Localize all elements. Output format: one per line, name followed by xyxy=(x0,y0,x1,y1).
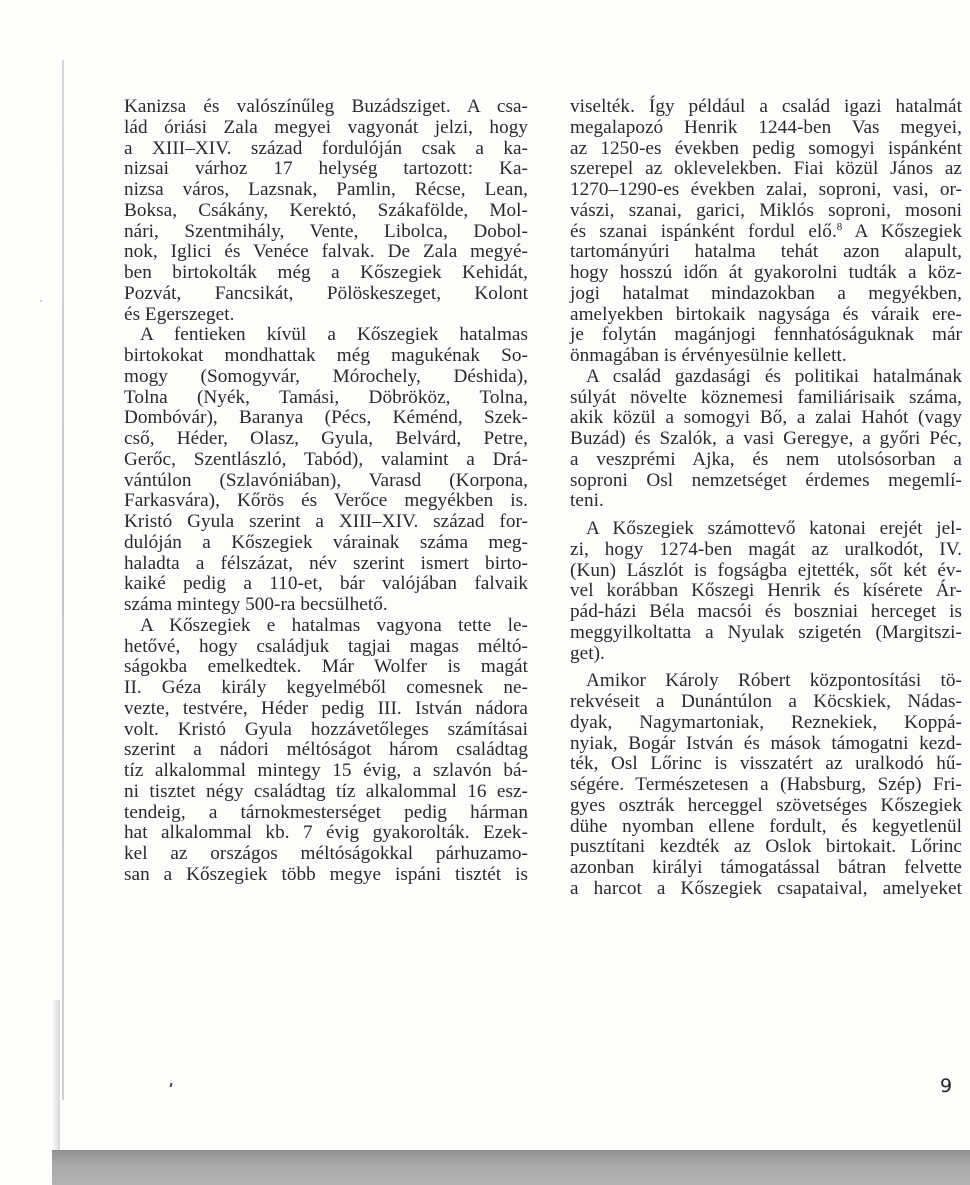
text-fragment: és szanai ispánként fordul elő. xyxy=(570,220,837,242)
text-line: hat alkalommal kb. 7 évig gyakorolták. Ezek- xyxy=(124,822,528,844)
text-line: önmagában is érvényesülnie kellett. xyxy=(570,345,847,366)
text-line: a veszprémi Ajka, és nem utolsósorban a xyxy=(570,448,962,470)
text-line: tendeig, a tárnokmesterséget pedig hárman xyxy=(124,801,528,823)
text-line: vászi, szanai, garici, Miklós soproni, mosoni xyxy=(570,199,962,221)
text-line: akik közül a somogyi Bő, a zalai Hahót (vagy xyxy=(570,407,962,429)
text-line: pád-házi Béla macsói és boszniai herceget is xyxy=(570,601,962,622)
text-line: vel korábban Kőszegi Henrik és kísérete Ár- xyxy=(570,580,962,602)
text-line: Kristó Gyula szerint a XIII–XIV. század for- xyxy=(124,511,528,532)
text-line: ni tisztet négy családtag tíz alkalommal 16 esz- xyxy=(124,780,528,802)
text-line: nári, Szentmihály, Vente, Libolca, Dobol- xyxy=(124,220,528,242)
text-line: jogi hatalmat mindazokban a megyékben, xyxy=(570,282,962,304)
text-line: a XIII–XIV. század fordulóján csak a ka- xyxy=(124,137,528,159)
text-line: Gerőc, Szentlászló, Tabód), valamint a Drá- xyxy=(124,448,528,470)
text-line: rekvéseit a Dunántúlon a Köcskiek, Nádas- xyxy=(570,691,962,712)
text-line: cső, Héder, Olasz, Gyula, Belvárd, Petre, xyxy=(124,428,528,449)
text-line: A Kőszegiek számottevő katonai erejét jel- xyxy=(586,518,962,539)
page-number: 9 xyxy=(940,1075,953,1097)
text-line: súlyát növelte köznemesi familiárisaik száma, xyxy=(570,386,962,408)
text-line: dühe nyomban ellene fordult, és kegyetlenül xyxy=(570,815,962,837)
text-line: dyak, Nagymartoniak, Reznekiek, Koppá- xyxy=(570,711,962,733)
text-line: (Kun) Lászlót is fogságba ejtették, sőt két év- xyxy=(570,559,962,581)
text-line: 1270–1290-es években zalai, soproni, vasi, or- xyxy=(570,179,962,200)
text-line: teni. xyxy=(570,490,604,512)
text-line: meggyilkoltatta a Nyulak szigetén (Margitszi- xyxy=(570,621,962,643)
scan-speck xyxy=(40,300,42,302)
text-line: haladta a félszázat, név szerint ismert birto- xyxy=(124,552,528,574)
text-line: száma mintegy 500-ra becsülhető. xyxy=(124,594,388,615)
text-line: ték, Osl Lőrinc is visszatért az uralkodó hű- xyxy=(570,753,962,775)
text-column-left xyxy=(124,97,528,886)
text-line: san a Kőszegiek több megye ispáni tisztét is xyxy=(124,863,528,885)
text-line: ságokba emelkedtek. Már Wolfer is magát xyxy=(124,656,528,678)
scanner-bottom-edge xyxy=(52,1150,970,1185)
text-column-right xyxy=(570,97,962,900)
text-line: lád óriási Zala megyei vagyonát jelzi, hogy xyxy=(124,116,528,138)
text-fragment: A Kőszegiek xyxy=(842,220,963,242)
text-line: hogy hosszú időn át gyakorolni tudták a köz- xyxy=(570,262,962,283)
text-line: hetővé, hogy családjuk tagjai magas méltó- xyxy=(124,635,528,657)
text-line: A család gazdasági és politikai hatalmának xyxy=(586,365,962,387)
text-line: Tolna (Nyék, Tamási, Döbrököz, Tolna, xyxy=(124,386,528,408)
text-line xyxy=(570,222,962,243)
text-line: és Egerszeget. xyxy=(124,303,235,325)
text-line: ben birtokolták még a Kőszegiek Kehidát, xyxy=(124,262,528,283)
text-line: soproni Osl nemzetséget érdemes megemlí- xyxy=(570,469,962,491)
text-line: ségére. Természetesen a (Habsburg, Szép) Fri- xyxy=(570,774,962,795)
text-line: Boksa, Csákány, Kerektó, Szákafölde, Mol- xyxy=(124,199,528,221)
text-line: A Kőszegiek e hatalmas vagyona tette le- xyxy=(140,614,528,636)
text-line: je folytán magánjogi fennhatóságuknak már xyxy=(570,324,962,346)
page-binding-edge xyxy=(62,60,64,1100)
text-line: vántúlon (Szlavóniában), Varasd (Korpona, xyxy=(124,469,528,491)
text-line: megalapozó Henrik 1244-ben Vas megyei, xyxy=(570,116,962,138)
text-line: birtokokat mondhattak még magukénak So- xyxy=(124,345,528,366)
text-line: zi, hogy 1274-ben magát az uralkodót, IV. xyxy=(570,538,962,560)
text-line: Buzád) és Szalók, a vasi Geregye, a győri Péc, xyxy=(570,428,962,449)
text-line: vezte, testvére, Héder pedig III. István nádora xyxy=(124,697,528,719)
footnote-marker: 8 xyxy=(836,220,843,233)
text-line: szerint a nádori méltóságot három családtag xyxy=(124,739,528,761)
text-line: gyes osztrák herceggel szövetséges Kőszegiek xyxy=(570,794,962,816)
text-line: II. Géza király kegyelméből comesnek ne- xyxy=(124,677,528,698)
text-line: Amikor Károly Róbert központosítási tö- xyxy=(586,670,962,692)
text-line: az 1250-es években pedig somogyi ispánként xyxy=(570,137,962,159)
text-line: kaiké pedig a 110-et, bár valójában falvaik xyxy=(124,573,528,595)
text-line: kel az országos méltóságokkal párhuzamo- xyxy=(124,843,528,864)
text-line: szerepel az oklevelekben. Fiai közül János az xyxy=(570,158,962,180)
text-line: A fentieken kívül a Kőszegiek hatalmas xyxy=(140,324,528,346)
text-line: volt. Kristó Gyula hozzávetőleges számításai xyxy=(124,718,528,740)
text-line: a harcot a Kőszegiek csapataival, amelyeket xyxy=(570,877,962,899)
text-line: Dombóvár), Baranya (Pécs, Kéménd, Szek- xyxy=(124,407,528,429)
text-line: tíz alkalommal mintegy 15 évig, a szlavón bá- xyxy=(124,760,528,781)
text-line: Pozvát, Fancsikát, Pölöskeszeget, Kolont xyxy=(124,282,528,304)
text-line: azonban királyi támogatással bátran felvette xyxy=(570,857,962,878)
text-line: nizsa város, Lazsnak, Pamlin, Récse, Lean, xyxy=(124,179,528,200)
text-line: mogy (Somogyvár, Mórochely, Déshida), xyxy=(124,365,528,387)
scan-speck xyxy=(169,1083,172,1087)
text-line: Kanizsa és valószínűleg Buzádsziget. A csa- xyxy=(124,96,528,117)
text-line: viselték. Így például a család igazi hatalmát xyxy=(570,96,962,117)
text-line: amelyekben birtokaik nagysága és váraik ere- xyxy=(570,303,962,325)
text-line: tartományúri hatalma tehát azon alapult, xyxy=(570,241,962,263)
text-line: Farkasvára), Kőrös és Verőce megyékben is. xyxy=(124,490,528,512)
text-line: dulóján a Kőszegiek várainak száma meg- xyxy=(124,531,528,553)
text-line: pusztítani kezdték az Oslok birtokait. Lőrinc xyxy=(570,836,962,858)
text-line: nok, Iglici és Venéce falvak. De Zala megyé- xyxy=(124,241,528,263)
text-line: nyiak, Bogár István és mások támogatni kezd- xyxy=(570,732,962,754)
text-line: get). xyxy=(570,642,605,664)
text-line: nizsai várhoz 17 helység tartozott: Ka- xyxy=(124,158,528,180)
